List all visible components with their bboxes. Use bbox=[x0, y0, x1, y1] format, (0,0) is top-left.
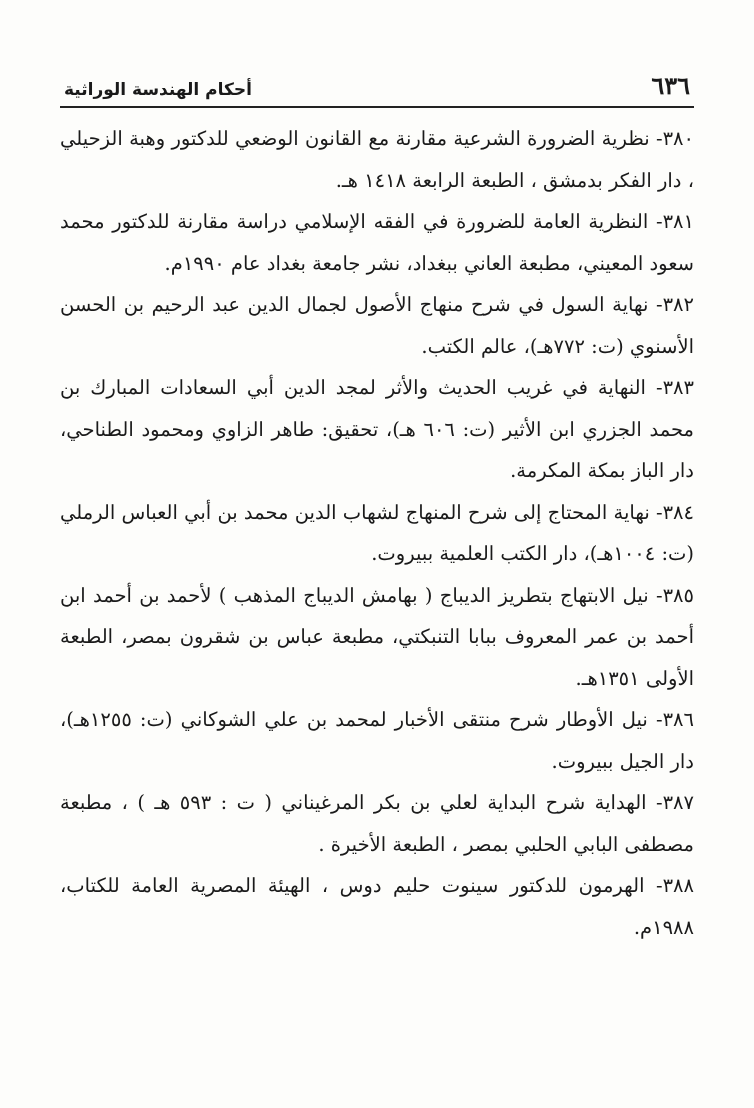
bibliography-entry: ٣٨٣- النهاية في غريب الحديث والأثر لمجد الدين أبي السعادات المبارك بن محمد الجزري ابن الأثير (ت: ٦٠٦ هـ)، تحقيق: طاهر الزاوي ومحمود الطناحي، دار الباز بمكة المكرمة. bbox=[60, 376, 694, 482]
bibliography-entry: ٣٨٦- نيل الأوطار شرح منتقى الأخبار لمحمد بن علي الشوكاني (ت: ١٢٥٥هـ)، دار الجيل ببيروت. bbox=[60, 708, 694, 773]
page-header bbox=[60, 60, 694, 108]
entry-text: النهاية في غريب الحديث والأثر لمجد الدين أبي السعادات المبارك بن محمد الجزري ابن الأثير (ت: ٦٠٦ هـ)، تحقيق: طاهر الزاوي ومحمود الطناحي، دار الباز بمكة المكرمة. bbox=[60, 376, 694, 482]
entry-number: ٣٨٦ bbox=[662, 708, 694, 731]
entry-number: ٣٨٥ bbox=[662, 583, 694, 607]
entry-text: نهاية السول في شرح منهاج الأصول لجمال الدين عبد الرحيم بن الحسن الأسنوي (ت: ٧٧٢هـ)، عالم الكتب. bbox=[60, 293, 694, 358]
bibliography-entry: ٣٨٤- نهاية المحتاج إلى شرح المنهاج لشهاب الدين محمد بن أبي العباس الرملي (ت: ١٠٠٤هـ)، دار الكتب العلمية ببيروت. bbox=[60, 500, 694, 565]
running-title: أحكام الهندسة الوراثية bbox=[64, 80, 252, 100]
entry-number: ٣٨٣ bbox=[662, 376, 694, 399]
entry-number: ٣٨٨ bbox=[662, 874, 694, 897]
bibliography-entry: ٣٨٥- نيل الابتهاج بتطريز الديباج ( بهامش الديباج المذهب ) لأحمد بن أحمد ابن أحمد بن عمر المعروف ببابا التنبكتي، مطبعة عباس بن شقرون بمصر، الطبعة الأولى ١٣٥١هـ. bbox=[60, 583, 694, 690]
entry-number: ٣٨٧ bbox=[662, 791, 694, 814]
entry-text: نظرية الضرورة الشرعية مقارنة مع القانون الوضعي للدكتور وهبة الزحيلي ، دار الفكر بدمشق ، الطبعة الرابعة ١٤١٨ هـ. bbox=[60, 127, 694, 192]
entry-number: ٣٨٤ bbox=[662, 500, 694, 524]
entry-text: نيل الأوطار شرح منتقى الأخبار لمحمد بن علي الشوكاني (ت: ١٢٥٥هـ)، دار الجيل ببيروت. bbox=[60, 708, 694, 773]
entry-number: ٣٨٢ bbox=[662, 293, 694, 316]
entry-text: الهداية شرح البداية لعلي بن بكر المرغيناني ( ت : ٥٩٣ هـ ) ، مطبعة مصطفى البابي الحلبي بمصر ، الطبعة الأخيرة . bbox=[60, 791, 694, 856]
bibliography-entry: ٣٨٨- الهرمون للدكتور سينوت حليم دوس ، الهيئة المصرية العامة للكتاب، ١٩٨٨م. bbox=[60, 874, 694, 939]
entry-text: الهرمون للدكتور سينوت حليم دوس ، الهيئة المصرية العامة للكتاب، ١٩٨٨م. bbox=[60, 874, 694, 939]
bibliography-entry: ٣٨٠- نظرية الضرورة الشرعية مقارنة مع القانون الوضعي للدكتور وهبة الزحيلي ، دار الفكر بدمشق ، الطبعة الرابعة ١٤١٨ هـ. bbox=[60, 127, 694, 192]
entry-number: ٣٨٠ bbox=[662, 127, 694, 150]
entry-text: نهاية المحتاج إلى شرح المنهاج لشهاب الدين محمد بن أبي العباس الرملي (ت: ١٠٠٤هـ)، دار الكتب العلمية ببيروت. bbox=[60, 500, 694, 565]
bibliography-list bbox=[60, 118, 694, 948]
page-number: ٦٣٦ bbox=[651, 71, 690, 100]
bibliography-entry: ٣٨٢- نهاية السول في شرح منهاج الأصول لجمال الدين عبد الرحيم بن الحسن الأسنوي (ت: ٧٧٢هـ)، عالم الكتب. bbox=[60, 293, 694, 358]
entry-text: النظرية العامة للضرورة في الفقه الإسلامي دراسة مقارنة للدكتور محمد سعود المعيني، مطبعة العاني ببغداد، نشر جامعة بغداد عام ١٩٩٠م. bbox=[60, 210, 694, 275]
entry-number: ٣٨١ bbox=[662, 210, 694, 233]
bibliography-entry: ٣٨١- النظرية العامة للضرورة في الفقه الإسلامي دراسة مقارنة للدكتور محمد سعود المعيني، مطبعة العاني ببغداد، نشر جامعة بغداد عام ١٩٩٠م. bbox=[60, 210, 694, 275]
entry-text: نيل الابتهاج بتطريز الديباج ( بهامش الديباج المذهب ) لأحمد بن أحمد ابن أحمد بن عمر المعروف ببابا التنبكتي، مطبعة عباس بن شقرون بمصر، الطبعة الأولى ١٣٥١هـ. bbox=[60, 583, 694, 690]
bibliography-entry: ٣٨٧- الهداية شرح البداية لعلي بن بكر المرغيناني ( ت : ٥٩٣ هـ ) ، مطبعة مصطفى البابي الحلبي بمصر ، الطبعة الأخيرة . bbox=[60, 791, 694, 856]
